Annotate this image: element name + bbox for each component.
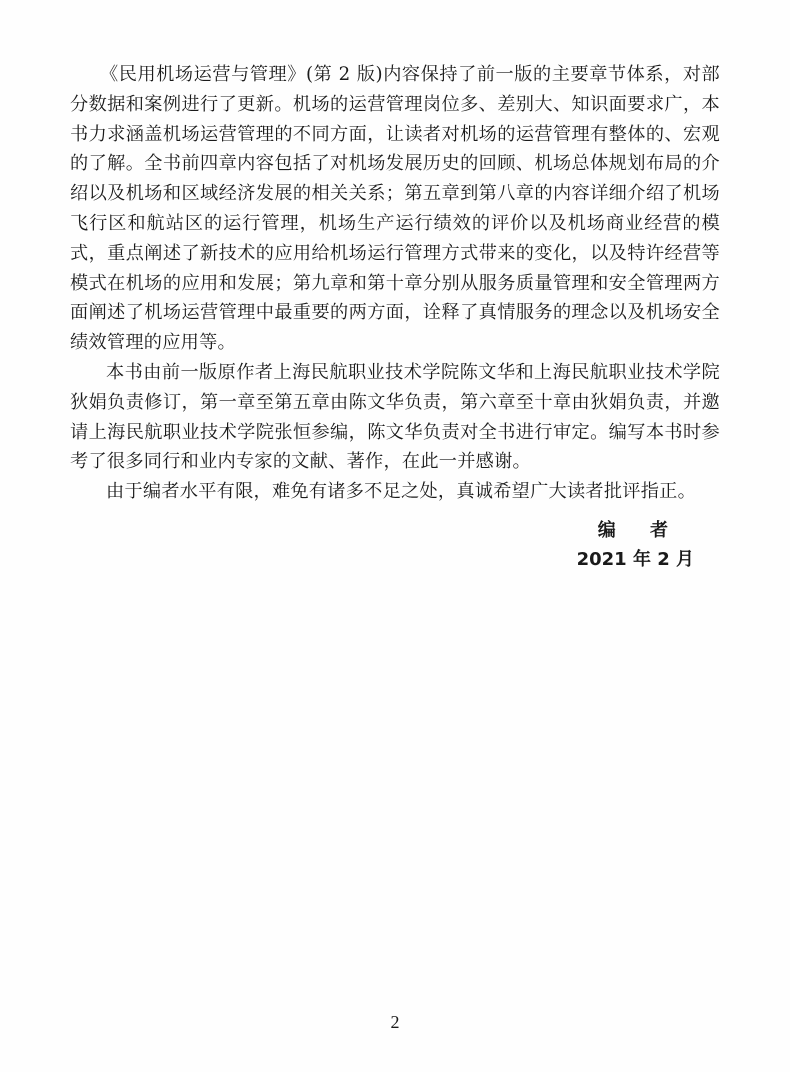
preface-paragraph-3: 由于编者水平有限，难免有诸多不足之处，真诚希望广大读者批评指正。	[106, 481, 697, 503]
signature-editor: 编 者	[597, 520, 682, 541]
signature-date: 2021 年 2 月	[576, 549, 694, 570]
preface-paragraph-1: 《民用机场运营与管理》(第 2 版)内容保持了前一版的主要章节体系，对部分数据和案例进行了更新。机场的运营管理岗位多、差别大、知识面要求广，本书力求涵盖机场运营管理的不同方面，让读者对机场的运营管理有整体的、宏观的了解。全书前四章内容包括了对机场发展历史的回顾、机场总体规划布局的介绍以及机场和区域经济发展的相关关系；第五章到第八章的内容详细介绍了机场飞行区和航站区的运行管理，机场生产运行绩效的评价以及机场商业经营的模式，重点阐述了新技术的应用给机场运行管理方式带来的变化，以及特许经营等模式在机场的应用和发展；第九章和第十章分别从服务质量管理和安全管理两方面阐述了机场运营管理中最重要的两方面，诠释了真情服务的理念以及机场安全绩效管理的应用等。	[70, 64, 720, 354]
page-number: 2	[390, 1012, 400, 1032]
preface-paragraph-2: 本书由前一版原作者上海民航职业技术学院陈文华和上海民航职业技术学院狄娟负责修订，第一章至第五章由陈文华负责，第六章至十章由狄娟负责，并邀请上海民航职业技术学院张恒参编，陈文华负责对全书进行审定。编写本书时参考了很多同行和业内专家的文献、著作，在此一并感谢。	[70, 361, 720, 473]
preface-body	[70, 60, 720, 507]
signature-block	[577, 516, 694, 574]
